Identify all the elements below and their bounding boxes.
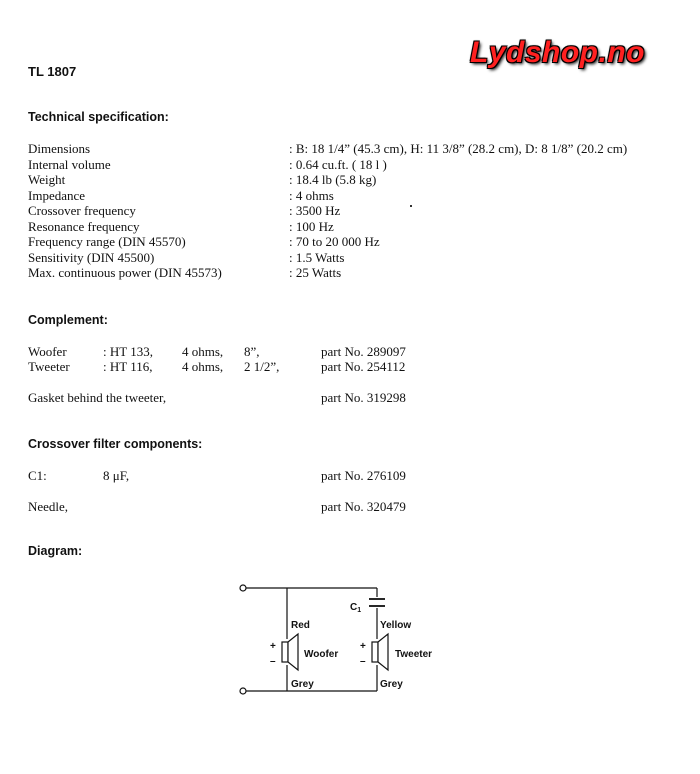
spec-value: : 100 Hz <box>289 218 334 234</box>
woofer-name: Woofer <box>28 344 67 359</box>
tweeter-diagram-label: Tweeter <box>395 649 433 660</box>
gasket-part: part No. 319298 <box>321 390 406 405</box>
tweeter-part: part No. 254112 <box>321 359 406 374</box>
tweeter-speaker-icon <box>372 634 388 670</box>
spec-label: Crossover frequency <box>28 203 136 218</box>
scan-speck <box>410 205 412 207</box>
tweeter-model: : HT 116, <box>103 359 153 374</box>
spec-value: : 70 to 20 000 Hz <box>289 234 380 249</box>
woofer-part: part No. 289097 <box>321 344 406 359</box>
spec-label: Weight <box>28 172 66 187</box>
complement-heading: Complement: <box>28 313 108 327</box>
spec-value: : 25 Watts <box>289 265 342 280</box>
model-title: TL 1807 <box>28 64 77 79</box>
spec-label: Frequency range (DIN 45570) <box>28 234 186 249</box>
spec-label: Max. continuous power (DIN 45573) <box>28 265 222 280</box>
spec-value: : 1.5 Watts <box>289 249 345 265</box>
c1-value: 8 μF, <box>103 468 130 483</box>
diagram-heading: Diagram: <box>28 544 83 558</box>
lydshop-logo: Lydshop.no <box>470 36 645 69</box>
grey-left-label: Grey <box>291 679 314 690</box>
needle-label: Needle, <box>28 499 69 514</box>
crossover-heading: Crossover filter components: <box>28 437 203 451</box>
needle-part: part No. 320479 <box>321 499 406 514</box>
terminal-top <box>240 585 246 591</box>
spec-value: : 18.4 lb (5.8 kg) <box>289 172 377 187</box>
woofer-ohms: 4 ohms, <box>182 344 224 359</box>
spec-label: Resonance frequency <box>28 218 140 234</box>
terminal-bottom <box>240 688 246 694</box>
spec-value: : 3500 Hz <box>289 203 341 218</box>
spec-value: : 4 ohms <box>289 187 334 203</box>
grey-right-label: Grey <box>380 679 403 690</box>
woofer-diagram-label: Woofer <box>304 649 339 660</box>
tweeter-name: Tweeter <box>28 359 70 374</box>
red-wire-label: Red <box>291 620 310 631</box>
c1-label: C1: <box>28 468 47 483</box>
spec-value: : B: 18 1/4” (45.3 cm), H: 11 3/8” (28.2 cm), D: 8 1/8” (20.2 cm) <box>289 141 628 156</box>
spec-label: Dimensions <box>28 141 91 156</box>
woofer-size: 8”, <box>244 344 260 359</box>
tweeter-ohms: 4 ohms, <box>182 359 224 374</box>
spec-label: Internal volume <box>28 156 111 172</box>
woofer-minus-sign: – <box>270 656 276 667</box>
woofer-speaker-icon <box>282 634 298 670</box>
gasket-text: Gasket behind the tweeter, <box>28 390 167 405</box>
spec-label: Impedance <box>28 187 86 203</box>
c1-part: part No. 276109 <box>321 468 406 483</box>
tech-spec-heading: Technical specification: <box>28 110 169 124</box>
yellow-wire-label: Yellow <box>380 620 412 631</box>
tweeter-size: 2 1/2”, <box>244 359 280 374</box>
tweeter-minus-sign: – <box>360 656 366 667</box>
spec-value: : 0.64 cu.ft. ( 18 l ) <box>289 156 387 172</box>
tweeter-plus-sign: + <box>360 641 366 652</box>
crossover-schematic <box>230 575 450 705</box>
woofer-model: : HT 133, <box>103 344 153 359</box>
c1-diagram-label: $C_1$ <box>350 602 362 614</box>
spec-label: Sensitivity (DIN 45500) <box>28 249 155 265</box>
woofer-plus-sign: + <box>270 641 276 652</box>
